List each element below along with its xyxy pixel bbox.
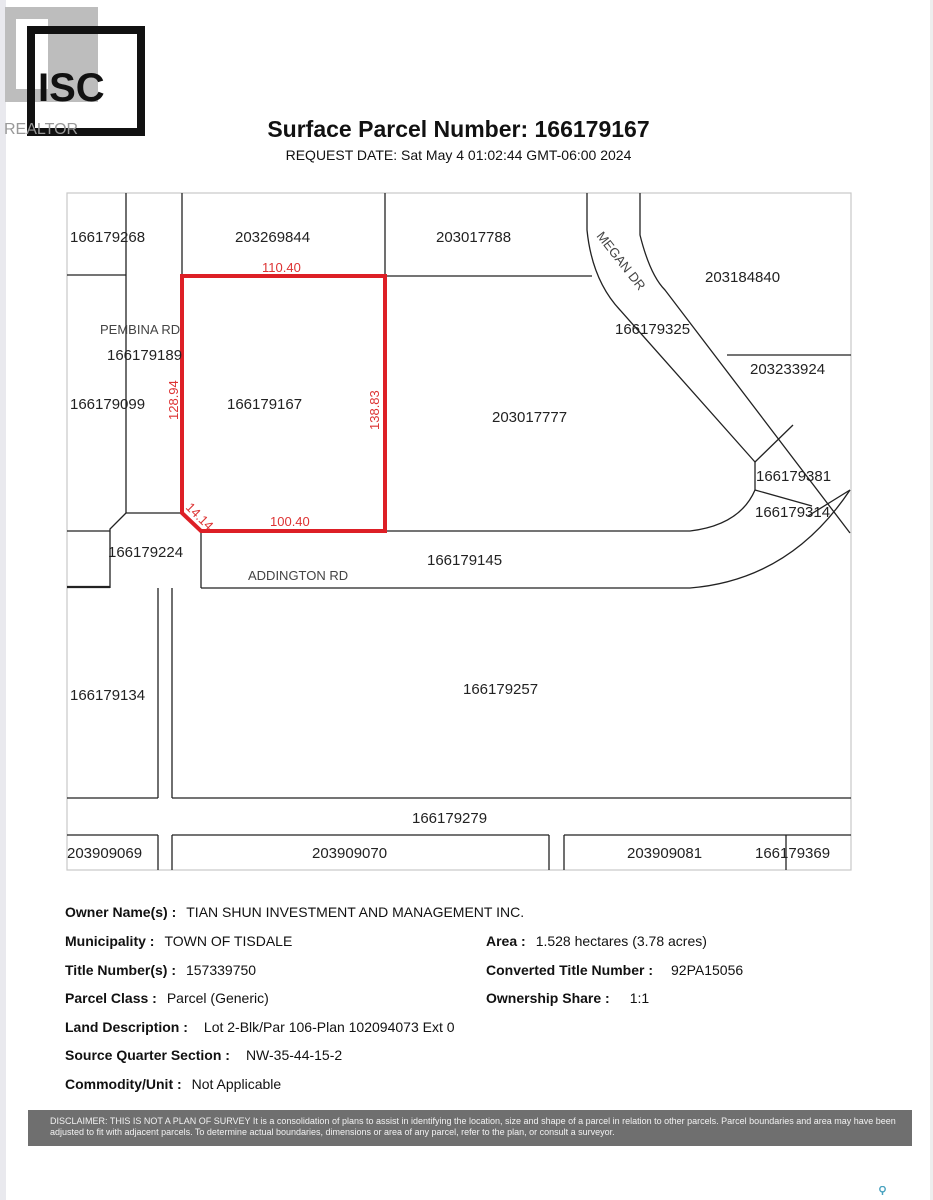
parcel-lines — [67, 193, 851, 870]
parcel-label: 166179134 — [70, 687, 146, 704]
parcel-label: 166179099 — [70, 396, 146, 413]
source-quarter-field: Source Quarter Section : NW-35-44-15-2 — [65, 1047, 343, 1063]
dimension-left: 128.94 — [166, 380, 181, 420]
page-title: Surface Parcel Number: 166179167 — [267, 116, 650, 142]
logo-watermark: REALTOR — [4, 121, 79, 138]
logo-text: ISC — [38, 66, 105, 110]
road-label: MEGAN DR — [593, 228, 649, 294]
map-pin-icon[interactable] — [878, 1186, 887, 1195]
request-date: REQUEST DATE: Sat May 4 01:02:44 GMT-06:00 2024 — [285, 147, 632, 163]
parcel-label: 166179381 — [756, 468, 832, 485]
disclaimer: DISCLAIMER: THIS IS NOT A PLAN OF SURVEY It is a consolidation of plans to assist in identifying the location, size and shape of a parcel in relation to other parcels. Parcel boundaries and area may have been adjusted to fit with adjacent parcels. To determine actual boundaries, dimensions or area of any parcel, refer to the plan, or consult a surveyor. — [28, 1110, 912, 1146]
parcel-label: 166179224 — [108, 544, 184, 561]
parcel-label: 166179268 — [70, 229, 146, 246]
parcel-label: 203269844 — [235, 229, 311, 246]
commodity-field: Commodity/Unit : Not Applicable — [65, 1076, 282, 1092]
parcel-class-field: Parcel Class : Parcel (Generic) — [65, 990, 269, 1006]
parcel-label: 166179369 — [755, 845, 831, 862]
land-description-field: Land Description : Lot 2-Blk/Par 106-Plan 102094073 Ext 0 — [65, 1019, 455, 1035]
parcel-label: 166179325 — [615, 321, 691, 338]
parcel-label: 166179314 — [755, 504, 831, 521]
road-label: PEMBINA RD — [100, 322, 181, 337]
municipality-field: Municipality : TOWN OF TISDALE — [65, 933, 293, 949]
parcel-label: 166179257 — [463, 681, 539, 698]
dimension-bottom: 100.40 — [270, 514, 310, 529]
parcel-label: 203184840 — [705, 269, 781, 286]
parcel-label: 203017788 — [436, 229, 512, 246]
parcel-label: 166179145 — [427, 552, 503, 569]
parcel-label: 203909070 — [312, 845, 388, 862]
area-field: Area : 1.528 hectares (3.78 acres) — [486, 933, 707, 949]
parcel-label: 203909069 — [67, 845, 143, 862]
dimension-top: 110.40 — [262, 260, 301, 275]
parcel-label: 203233924 — [750, 361, 826, 378]
owner-field: Owner Name(s) : TIAN SHUN INVESTMENT AND MANAGEMENT INC. — [65, 904, 525, 920]
parcel-label: 166179279 — [412, 810, 488, 827]
dimension-right: 138.83 — [367, 390, 382, 430]
road-label: ADDINGTON RD — [248, 568, 349, 583]
converted-title-field: Converted Title Number : 92PA15056 — [486, 962, 744, 978]
subject-parcel-label: 166179167 — [227, 396, 303, 413]
parcel-label: 166179189 — [107, 347, 183, 364]
title-number-field: Title Number(s) : 157339750 — [65, 962, 257, 978]
dimension-corner: 14.14 — [182, 499, 217, 534]
parcel-label: 203017777 — [492, 409, 568, 426]
parcel-label: 203909081 — [627, 845, 703, 862]
ownership-share-field: Ownership Share : 1:1 — [486, 990, 650, 1006]
